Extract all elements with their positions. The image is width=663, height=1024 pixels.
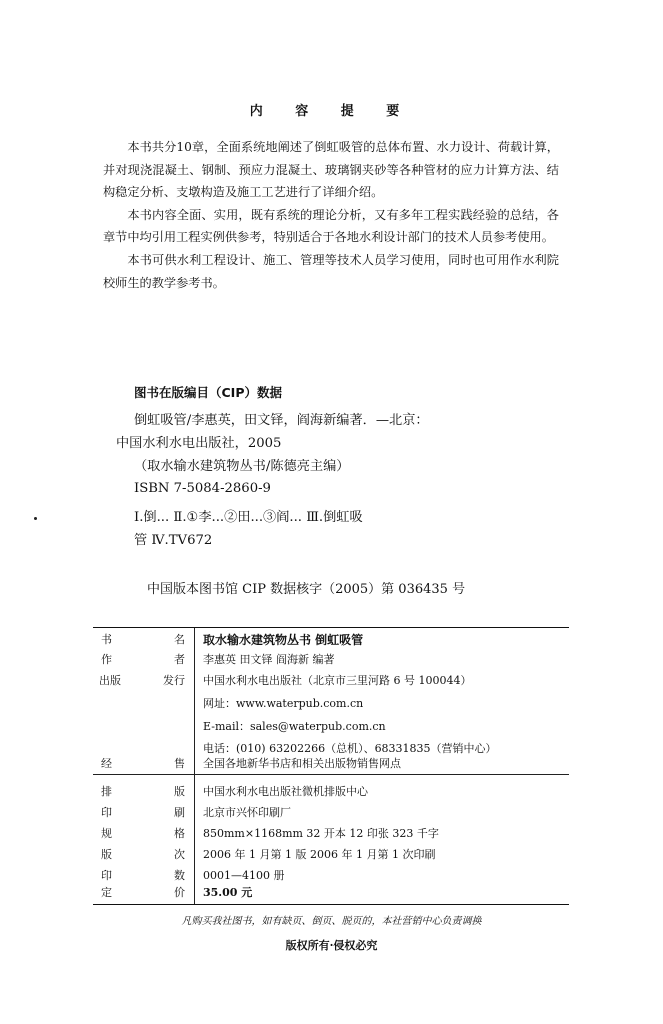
colophon-divider-horizontal [93, 774, 569, 775]
colophon-value: 中国水利水电出版社（北京市三里河路 6 号 100044） [203, 674, 472, 687]
cip-line: （取水输水建筑物丛书/陈德亮主编） [134, 458, 350, 474]
cip-line: Ⅰ.倒... Ⅱ.①李...②田...③阎... Ⅲ.倒虹吸 [134, 510, 363, 526]
summary-paragraph: 本书内容全面、实用，既有系统的理论分析，又有多年工程实践经验的总结，各章节中均引用工程实例供参考，特别适合于各地水利设计部门的技术人员参考使用。 [103, 207, 559, 245]
colophon-label: 经 售 [101, 757, 185, 770]
colophon-value: 李惠英 田文铎 阎海新 编著 [203, 653, 335, 666]
colophon-label: 出版 发行 [99, 674, 185, 687]
colophon-value: 中国水利水电出版社微机排版中心 [203, 785, 368, 798]
cip-line: 管 Ⅳ.TV672 [134, 532, 213, 548]
cip-data [116, 410, 576, 553]
colophon-value: 0001—4100 册 [203, 869, 285, 882]
colophon-value: 取水输水建筑物丛书 倒虹吸管 [203, 633, 364, 647]
speck-mark [34, 517, 37, 520]
colophon-value: 北京市兴怀印刷厂 [203, 806, 291, 819]
colophon-label: 印 数 [101, 869, 185, 882]
colophon-label: 排 版 [101, 785, 185, 798]
summary-section [103, 136, 559, 294]
colophon-row-publisher [93, 671, 569, 691]
colophon-table [93, 627, 569, 905]
summary-paragraph: 本书可供水利工程设计、施工、管理等技术人员学习使用，同时也可用作水利院校师生的教学参考书。 [103, 252, 559, 290]
colophon-row-book [93, 630, 569, 650]
replacement-notice: 凡购买我社图书，如有缺页、倒页、脱页的，本社营销中心负责调换 [181, 916, 482, 927]
colophon-website: 网址：www.waterpub.com.cn [203, 697, 364, 710]
colophon-row-website [93, 694, 569, 714]
colophon-value: 850mm×1168mm 32 开本 12 印张 323 千字 [203, 827, 439, 840]
cip-approval-number: 中国版本图书馆 CIP 数据核字（2005）第 036435 号 [147, 582, 466, 597]
cip-line: 中国水利水电出版社，2005 [116, 435, 282, 451]
summary-title: 内 容 提 要 [249, 104, 414, 119]
colophon-row-printing [93, 803, 569, 823]
colophon-row-author [93, 650, 569, 670]
cip-line: 倒虹吸管/李惠英，田文铎，阎海新编著．—北京： [134, 413, 429, 428]
colophon-value: 全国各地新华书店和相关出版物销售网点 [203, 757, 401, 770]
colophon-row-spec [93, 824, 569, 844]
colophon-label: 版 次 [101, 848, 185, 861]
colophon-label: 印 刷 [101, 806, 185, 819]
colophon-row-price [93, 883, 569, 903]
colophon-label: 作 者 [101, 653, 185, 666]
colophon-phone: 电话：(010) 63202266（总机）、68331835（营销中心） [203, 742, 497, 755]
colophon-row-email [93, 717, 569, 737]
colophon-row-distributor [93, 754, 569, 774]
colophon-value: 2006 年 1 月第 1 版 2006 年 1 月第 1 次印刷 [203, 848, 436, 861]
copyright-notice: 版权所有·侵权必究 [285, 939, 378, 952]
colophon-label: 书 名 [101, 633, 185, 646]
colophon-row-edition [93, 845, 569, 865]
colophon-label: 规 格 [101, 827, 185, 840]
colophon-email: E-mail：sales@waterpub.com.cn [203, 720, 386, 733]
cip-line: ISBN 7-5084-2860-9 [134, 481, 271, 497]
colophon-row-typesetting [93, 782, 569, 802]
colophon-label: 定 价 [101, 886, 185, 899]
summary-paragraph: 本书共分10章，全面系统地阐述了倒虹吸管的总体布置、水力设计、荷载计算，并对现浇混凝土、钢制、预应力混凝土、玻璃钢夹砂等各种管材的应力计算方法、结构稳定分析、支墩构造及施工工艺进行了详细介绍。 [103, 140, 559, 200]
colophon-value: 35.00 元 [203, 886, 253, 899]
cip-heading: 图书在版编目（CIP）数据 [134, 385, 282, 400]
